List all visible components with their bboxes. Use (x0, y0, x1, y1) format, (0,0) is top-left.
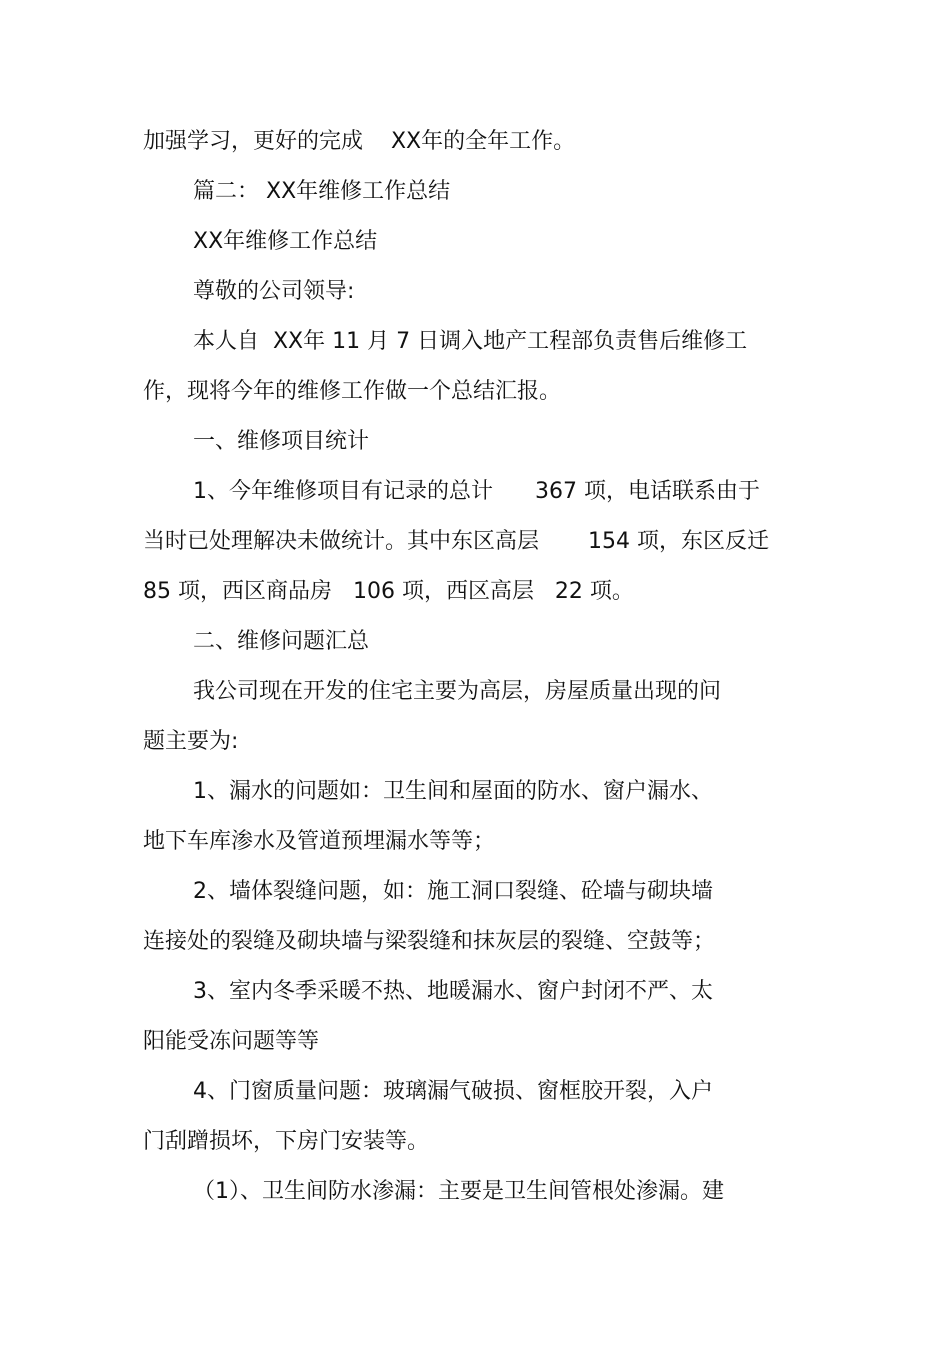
text-line: 门刮蹭损坏，下房门安装等。 (143, 1129, 430, 1154)
text-line: 本人自 XX年 11 月 7 日调入地产工程部负责售后维修工 (193, 329, 748, 354)
text-line: 我公司现在开发的住宅主要为高层，房屋质量出现的问 (193, 679, 722, 704)
salutation: 尊敬的公司领导: (193, 279, 355, 304)
text-line: 地下车库渗水及管道预埋漏水等等； (143, 829, 496, 854)
text-line: 85 项，西区商品房 106 项，西区高层 22 项。 (143, 579, 634, 604)
list-item: 1、漏水的问题如：卫生间和屋面的防水、窗户漏水、 (193, 779, 713, 804)
section-heading: 一、维修项目统计 (193, 429, 370, 454)
text-line: 加强学习，更好的完成 XX年的全年工作。 (143, 129, 576, 154)
text-line: 当时已处理解决未做统计。其中东区高层 154 项，东区反迁 (143, 529, 769, 554)
list-item: 2、墙体裂缝问题，如：施工洞口裂缝、砼墙与砌块墙 (193, 879, 713, 904)
text-line: 题主要为: (143, 729, 239, 754)
list-item: （1）、卫生间防水渗漏：主要是卫生间管根处渗漏。建 (193, 1179, 724, 1204)
document-title: XX年维修工作总结 (193, 229, 378, 254)
text-line: 阳能受冻问题等等 (143, 1029, 320, 1054)
text-line: 作，现将今年的维修工作做一个总结汇报。 (143, 379, 562, 404)
list-item: 3、室内冬季采暖不热、地暖漏水、窗户封闭不严、太 (193, 979, 713, 1004)
text-line: 1、今年维修项目有记录的总计 367 项，电话联系由于 (193, 479, 760, 504)
list-item: 4、门窗质量问题：玻璃漏气破损、窗框胶开裂，入户 (193, 1079, 713, 1104)
section-heading: 二、维修问题汇总 (193, 629, 370, 654)
section-heading: 篇二： XX年维修工作总结 (193, 179, 451, 204)
text-line: 连接处的裂缝及砌块墙与梁裂缝和抹灰层的裂缝、空鼓等； (143, 929, 716, 954)
